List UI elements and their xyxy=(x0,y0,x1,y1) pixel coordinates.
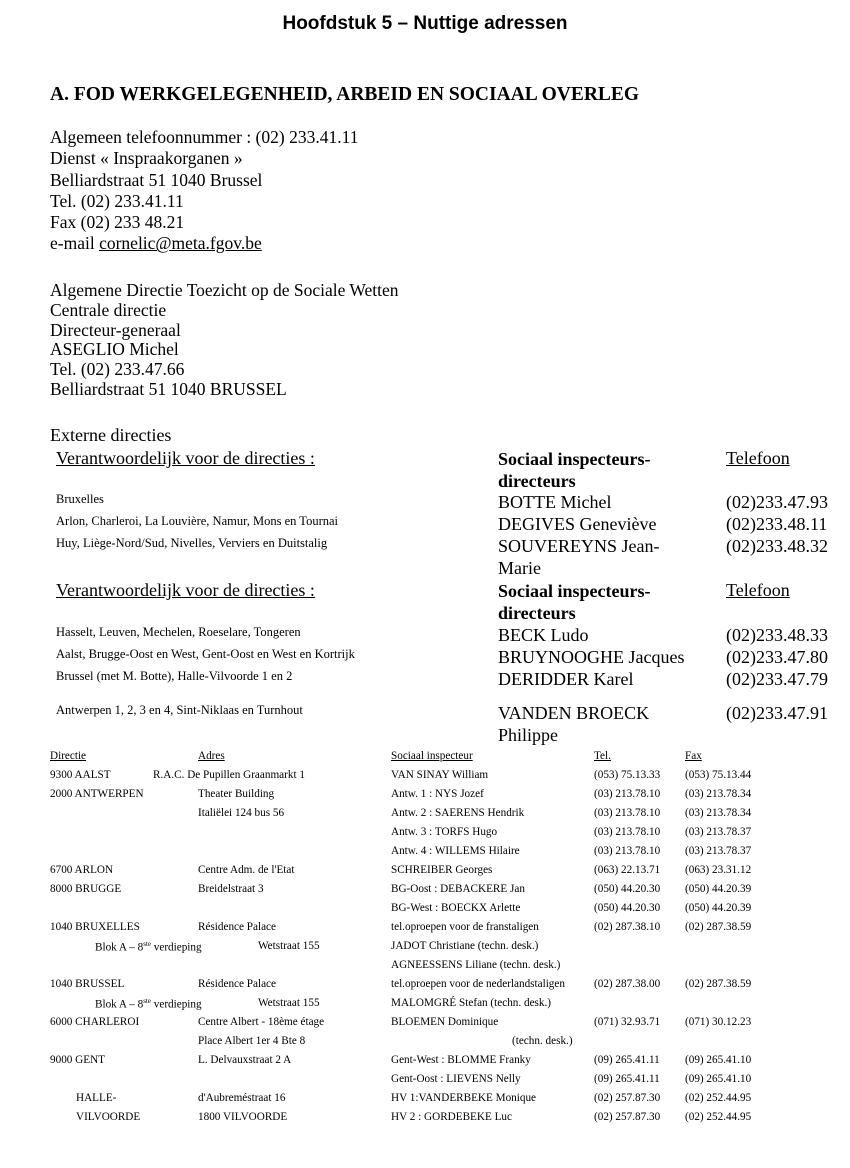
table-cell-tel: (053) 75.13.33 xyxy=(594,769,661,781)
group1-header-phone: Telefoon xyxy=(726,448,790,468)
table-cell-directie: 9300 AALST xyxy=(50,769,111,781)
inspector-phone: (02)233.48.33 xyxy=(726,625,828,645)
inspector-name: SOUVEREYNS Jean- Marie xyxy=(498,536,660,578)
table-cell-adres-extra: Blok A – 8ste verdieping xyxy=(95,940,202,954)
table-cell-fax: (09) 265.41.10 xyxy=(685,1073,752,1085)
inspector-phone: (02)233.47.93 xyxy=(726,492,828,512)
table-cell-inspecteur: BG-Oost : DEBACKERE Jan xyxy=(391,883,525,895)
email-line xyxy=(50,233,358,254)
table-cell-inspecteur: JADOT Christiane (techn. desk.) xyxy=(391,940,539,952)
region-text: Hasselt, Leuven, Mechelen, Roeselare, Tongeren xyxy=(56,625,301,639)
region-text: Aalst, Brugge-Oost en West, Gent-Oost en West en Kortrijk xyxy=(56,647,355,661)
table-cell-adres: R.A.C. De Pupillen Graanmarkt 1 xyxy=(153,769,305,781)
contact-line: Dienst « Inspraakorganen » xyxy=(50,148,243,169)
table-cell-adres: Résidence Palace xyxy=(198,921,276,933)
table-cell-directie: HALLE- xyxy=(76,1092,117,1104)
table-cell-adres: Résidence Palace xyxy=(198,978,276,990)
table-cell-tel: (03) 213.78.10 xyxy=(594,788,661,800)
table-cell-inspecteur: BLOEMEN Dominique xyxy=(391,1016,499,1028)
table-cell-tel: (02) 287.38.00 xyxy=(594,978,661,990)
table-cell-tel: (03) 213.78.10 xyxy=(594,807,661,819)
table-cell-inspecteur: BG-West : BOECKX Arlette xyxy=(391,902,521,914)
col-header-adres: Adres xyxy=(198,750,225,762)
col-header-tel: Tel. xyxy=(594,750,611,762)
table-cell-adres: Breidelstraat 3 xyxy=(198,883,264,895)
table-cell-adres: Centre Albert - 18ème étage xyxy=(198,1016,325,1028)
table-cell-tel: (09) 265.41.11 xyxy=(594,1073,660,1085)
inspector-name: DEGIVES Geneviève xyxy=(498,514,657,534)
table-cell-adres: Place Albert 1er 4 Bte 8 xyxy=(198,1035,306,1047)
central-direction-block xyxy=(50,281,399,400)
table-cell-tel: (071) 32.93.71 xyxy=(594,1016,661,1028)
direction-line: ASEGLIO Michel xyxy=(50,339,179,360)
table-cell-fax: (02) 252.44.95 xyxy=(685,1111,752,1123)
table-cell-directie: VILVOORDE xyxy=(76,1111,141,1123)
table-cell-inspecteur: Antw. 3 : TORFS Hugo xyxy=(391,826,498,838)
direction-line: Directeur-generaal xyxy=(50,319,181,340)
inspector-phone: (02)233.48.32 xyxy=(726,536,828,556)
table-cell-tel: (063) 22.13.71 xyxy=(594,864,661,876)
contact-line: Fax (02) 233 48.21 xyxy=(50,212,185,233)
inspector-name: BOTTE Michel xyxy=(498,492,612,512)
table-cell-inspecteur: HV 1:VANDERBEKE Monique xyxy=(391,1092,537,1104)
inspector-name: VANDEN BROECK Philippe xyxy=(498,703,650,745)
group1-header-mid: Sociaal inspecteurs- directeurs xyxy=(498,449,651,491)
externe-directies-label: Externe directies xyxy=(50,425,172,445)
table-cell-adres-extra: Blok A – 8ste verdieping xyxy=(95,997,202,1011)
table-cell-inspecteur: tel.oproepen voor de franstaligen xyxy=(391,921,539,933)
group1-header-left: Verantwoordelijk voor de directies : xyxy=(56,448,315,468)
table-cell-directie: 6000 CHARLEROI xyxy=(50,1016,140,1028)
table-cell-directie: 2000 ANTWERPEN xyxy=(50,788,144,800)
group2-header-mid: Sociaal inspecteurs- directeurs xyxy=(498,581,651,623)
table-cell-inspecteur: Gent-West : BLOMME Franky xyxy=(391,1054,531,1066)
table-cell-fax: (050) 44.20.39 xyxy=(685,902,752,914)
table-cell-inspecteur: (techn. desk.) xyxy=(512,1035,573,1047)
inspector-name: DERIDDER Karel xyxy=(498,669,634,689)
table-cell-fax: (03) 213.78.37 xyxy=(685,826,752,838)
table-cell-fax: (071) 30.12.23 xyxy=(685,1016,752,1028)
group2-header-phone: Telefoon xyxy=(726,580,790,600)
table-cell-fax: (053) 75.13.44 xyxy=(685,769,752,781)
table-cell-tel: (03) 213.78.10 xyxy=(594,845,661,857)
table-cell-adres: 1800 VILVOORDE xyxy=(198,1111,288,1123)
table-cell-inspecteur: MALOMGRÉ Stefan (techn. desk.) xyxy=(391,997,552,1009)
table-cell-tel: (02) 287.38.10 xyxy=(594,921,661,933)
table-cell-directie: 1040 BRUXELLES xyxy=(50,921,140,933)
table-cell-directie: 9000 GENT xyxy=(50,1054,105,1066)
table-cell-fax: (03) 213.78.34 xyxy=(685,788,752,800)
region-text: Bruxelles xyxy=(56,492,104,506)
table-cell-adres: L. Delvauxstraat 2 A xyxy=(198,1054,292,1066)
table-cell-tel: (02) 257.87.30 xyxy=(594,1092,661,1104)
table-cell-adres: d'Aubreméstraat 16 xyxy=(198,1092,286,1104)
inspector-phone: (02)233.47.91 xyxy=(726,703,828,723)
table-cell-inspecteur: tel.oproepen voor de nederlandstaligen xyxy=(391,978,565,990)
table-cell-inspecteur: Gent-Oost : LIEVENS Nelly xyxy=(391,1073,521,1085)
table-cell-fax: (02) 287.38.59 xyxy=(685,978,752,990)
col-header-directie: Directie xyxy=(50,750,87,762)
table-cell-tel: (03) 213.78.10 xyxy=(594,826,661,838)
table-cell-fax: (050) 44.20.39 xyxy=(685,883,752,895)
region-text: Huy, Liège-Nord/Sud, Nivelles, Verviers en Duitstalig xyxy=(56,536,328,550)
table-cell-inspecteur: Antw. 4 : WILLEMS Hilaire xyxy=(391,845,520,857)
inspector-phone: (02)233.48.11 xyxy=(726,514,828,534)
chapter-title: Hoofdstuk 5 – Nuttige adressen xyxy=(282,13,568,34)
table-cell-inspecteur: SCHREIBER Georges xyxy=(391,864,493,876)
table-cell-inspecteur: AGNEESSENS Liliane (techn. desk.) xyxy=(391,959,561,971)
table-cell-inspecteur: HV 2 : GORDEBEKE Luc xyxy=(391,1111,512,1123)
contact-line: Tel. (02) 233.41.11 xyxy=(50,190,184,211)
section-a-heading: A. FOD WERKGELEGENHEID, ARBEID EN SOCIAAL OVERLEG xyxy=(50,84,640,105)
table-cell-fax: (09) 265.41.10 xyxy=(685,1054,752,1066)
inspector-name: BECK Ludo xyxy=(498,625,589,645)
table-cell-directie: 1040 BRUSSEL xyxy=(50,978,125,990)
table-cell-inspecteur: Antw. 2 : SAERENS Hendrik xyxy=(391,807,525,819)
region-text: Arlon, Charleroi, La Louvière, Namur, Mons en Tournai xyxy=(56,514,339,528)
inspector-phone: (02)233.47.79 xyxy=(726,669,828,689)
direction-line: Tel. (02) 233.47.66 xyxy=(50,359,185,380)
col-header-inspecteur: Sociaal inspecteur xyxy=(391,750,473,762)
col-header-fax: Fax xyxy=(685,750,702,762)
table-cell-adres: Theater Building xyxy=(198,788,275,800)
contact-line: Belliardstraat 51 1040 Brussel xyxy=(50,169,263,190)
region-text: Antwerpen 1, 2, 3 en 4, Sint-Niklaas en Turnhout xyxy=(56,703,303,717)
table-cell-directie: 6700 ARLON xyxy=(50,864,114,876)
email-link[interactable]: cornelic@meta.fgov.be xyxy=(99,233,262,254)
region-text: Brussel (met M. Botte), Halle-Vilvoorde 1 en 2 xyxy=(56,669,293,683)
contact-block xyxy=(50,127,358,255)
table-cell-inspecteur: Antw. 1 : NYS Jozef xyxy=(391,788,484,800)
inspector-phone: (02)233.47.80 xyxy=(726,647,828,667)
table-cell-fax: (03) 213.78.37 xyxy=(685,845,752,857)
table-cell-adres: Italiëlei 124 bus 56 xyxy=(198,807,285,819)
table-cell-adres: Centre Adm. de l'Etat xyxy=(198,864,295,876)
table-cell-fax: (02) 287.38.59 xyxy=(685,921,752,933)
table-cell-tel: (050) 44.20.30 xyxy=(594,883,661,895)
direction-line: Algemene Directie Toezicht op de Sociale Wetten xyxy=(50,280,399,300)
direction-line: Belliardstraat 51 1040 BRUSSEL xyxy=(50,378,287,399)
table-cell-tel: (09) 265.41.11 xyxy=(594,1054,660,1066)
table-cell-fax: (02) 252.44.95 xyxy=(685,1092,752,1104)
table-cell-tel: (02) 257.87.30 xyxy=(594,1111,661,1123)
table-cell-adres-street: Wetstraat 155 xyxy=(258,940,320,952)
table-cell-fax: (03) 213.78.34 xyxy=(685,807,752,819)
direction-line: Centrale directie xyxy=(50,299,167,320)
table-cell-tel: (050) 44.20.30 xyxy=(594,902,661,914)
group2-header-left: Verantwoordelijk voor de directies : xyxy=(56,580,315,600)
table-cell-fax: (063) 23.31.12 xyxy=(685,864,752,876)
contact-line: Algemeen telefoonnummer : (02) 233.41.11 xyxy=(50,127,359,147)
email-prefix: e-mail xyxy=(50,233,100,254)
table-cell-directie: 8000 BRUGGE xyxy=(50,883,122,895)
inspector-name: BRUYNOOGHE Jacques xyxy=(498,647,685,667)
table-cell-inspecteur: VAN SINAY William xyxy=(391,769,489,781)
table-cell-adres-street: Wetstraat 155 xyxy=(258,997,320,1009)
